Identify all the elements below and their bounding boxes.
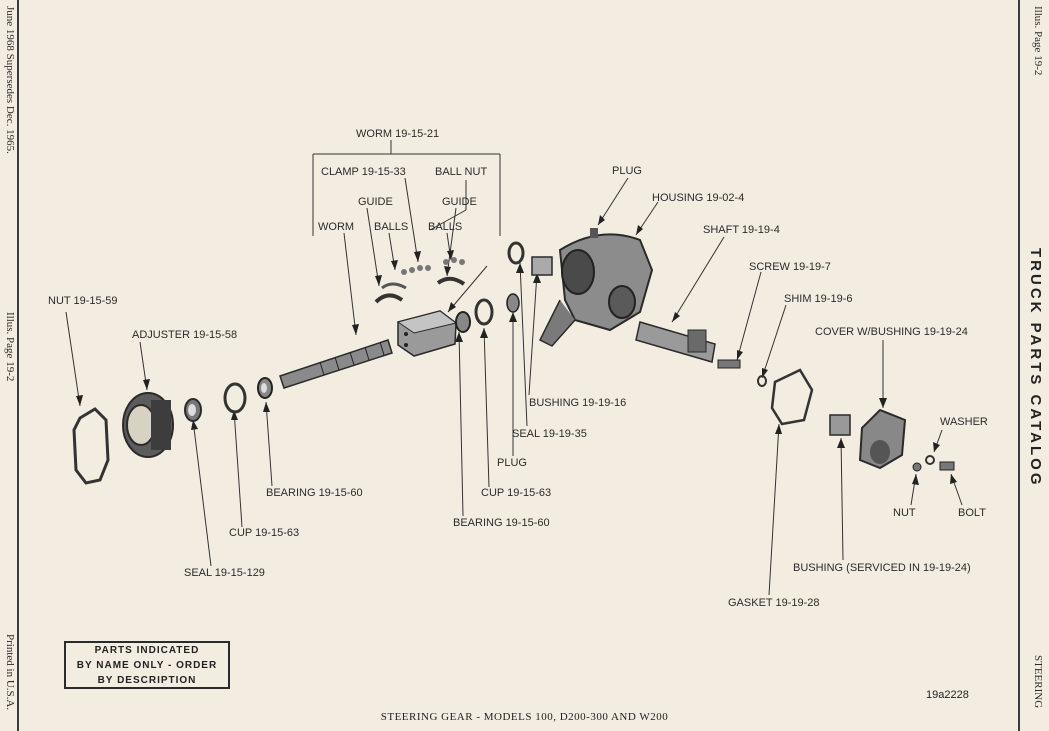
part-labels [48, 128, 988, 609]
shaft-part [636, 322, 715, 362]
label-cup-mid: CUP 19-15-63 [481, 487, 552, 499]
adjuster-part [123, 393, 173, 457]
label-clamp: CLAMP 19-15-33 [321, 166, 406, 178]
left-margin-page-ref: Illus. Page 19-2 [4, 312, 16, 382]
parts-note-line-1: PARTS INDICATED [94, 644, 200, 656]
cup-left-part [225, 384, 245, 412]
label-ball-nut: BALL NUT [435, 166, 488, 178]
figure-number: 19a2228 [926, 689, 969, 701]
parts-note-line-3: BY DESCRIPTION [97, 674, 197, 686]
label-worm-assembly: WORM 19-15-21 [356, 128, 440, 140]
bearing-left-part [258, 378, 272, 398]
label-bolt: BOLT [958, 507, 986, 519]
parts-note-box [64, 641, 230, 689]
label-cover: COVER W/BUSHING 19-19-24 [815, 326, 968, 338]
label-bearing-left: BEARING 19-15-60 [266, 487, 363, 499]
balls-right-part [443, 257, 465, 265]
bolt-part [940, 462, 954, 470]
label-gasket: GASKET 19-19-28 [728, 597, 820, 609]
right-margin-catalog-title: TRUCK PARTS CATALOG [1027, 248, 1044, 488]
label-worm: WORM [318, 221, 355, 233]
arrowheads [76, 215, 957, 485]
label-adjuster: ADJUSTER 19-15-58 [132, 329, 238, 341]
screw-part [718, 360, 740, 368]
housing-part [540, 228, 652, 346]
label-plug-top: PLUG [612, 165, 642, 177]
left-margin-printed: Printed in U.S.A. [4, 634, 16, 711]
label-screw: SCREW 19-19-7 [749, 261, 831, 273]
label-guide-right: GUIDE [442, 196, 477, 208]
nut-small-part [913, 463, 921, 471]
label-seal-35: SEAL 19-19-35 [512, 428, 587, 440]
label-seal-left: SEAL 19-15-129 [184, 567, 265, 579]
figure-caption: STEERING GEAR - MODELS 100, D200-300 AND W200 [380, 711, 669, 723]
label-bearing-mid: BEARING 19-15-60 [453, 517, 550, 529]
nut-part [74, 409, 108, 483]
left-margin-date-note: June 1968 Supersedes Dec. 1965. [4, 6, 16, 154]
leader-lines [66, 178, 962, 595]
seal-left-part [185, 399, 201, 421]
cup-mid-part [476, 300, 492, 324]
parts-note-line-2: BY NAME ONLY - ORDER [76, 659, 218, 671]
guide-right-part [438, 279, 464, 284]
gasket-part [772, 370, 812, 424]
label-cup-left: CUP 19-15-63 [229, 527, 300, 539]
ball-nut-part [398, 311, 456, 356]
label-shaft: SHAFT 19-19-4 [703, 224, 780, 236]
label-guide-left: GUIDE [358, 196, 393, 208]
label-nut-small: NUT [893, 507, 916, 519]
seal-35-part [509, 243, 523, 263]
label-nut: NUT 19-15-59 [48, 295, 118, 307]
cover-part [860, 410, 905, 468]
label-balls-left: BALLS [374, 221, 409, 233]
label-balls-right: BALLS [428, 221, 463, 233]
right-margin-page-ref: Illus. Page 19-2 [1032, 6, 1044, 76]
label-bushing-16: BUSHING 19-19-16 [529, 397, 627, 409]
balls-left-part [401, 265, 431, 275]
label-bushing-serviced: BUSHING (SERVICED IN 19-19-24) [793, 562, 971, 574]
bushing-serviced-part [830, 415, 850, 435]
worm-shaft-part [280, 340, 392, 388]
plug-mid-part [507, 294, 519, 312]
bearing-mid-part [456, 312, 470, 332]
label-housing: HOUSING 19-02-4 [652, 192, 745, 204]
label-shim: SHIM 19-19-6 [784, 293, 853, 305]
right-margin-section: STEERING [1032, 655, 1044, 709]
label-plug-mid: PLUG [497, 457, 527, 469]
washer-part [926, 456, 934, 464]
bushing-16-part [532, 257, 552, 275]
guide-left-part [376, 284, 406, 302]
label-washer: WASHER [940, 416, 988, 428]
